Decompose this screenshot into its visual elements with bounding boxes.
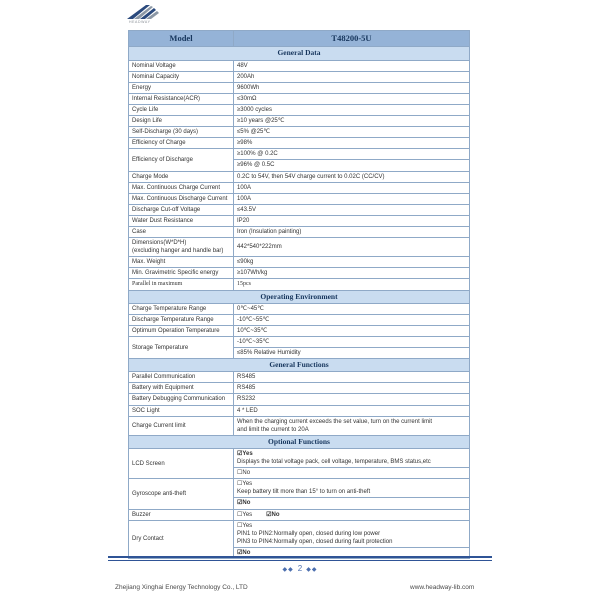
value-text: 100A: [237, 195, 252, 202]
row-label: Parallel Communication: [129, 372, 234, 383]
table-row: [129, 509, 470, 520]
table-row: [129, 182, 470, 193]
row-value: [234, 509, 470, 520]
value-text: RS485: [237, 374, 256, 381]
checkbox-option: ☑No: [237, 500, 251, 507]
page-decoration-right-icon: ◆◆: [306, 567, 318, 573]
value-text: ≤43.5V: [237, 206, 256, 213]
value-text: 200Ah: [237, 73, 255, 80]
model-number-cell: T48200-5U: [234, 31, 470, 47]
value-text: IP20: [237, 217, 250, 224]
table-row: [129, 416, 470, 435]
row-label: LCD Screen: [129, 448, 234, 478]
value-text: Keep battery tilt more than 15° to turn on anti-theft: [237, 489, 371, 496]
row-label: Optimum Operation Temperature: [129, 325, 234, 336]
value-text: ≥96% @ 0.5C: [237, 162, 275, 169]
value-text: 9600Wh: [237, 84, 260, 91]
table-row: [129, 279, 470, 290]
row-value: [234, 60, 470, 71]
row-value: [234, 127, 470, 138]
value-text: RS485: [237, 385, 256, 392]
checkbox-option: ☐Yes: [237, 511, 253, 518]
row-label: Battery Debugging Communication: [129, 394, 234, 405]
row-value: [234, 171, 470, 182]
footer-company: Zhejiang Xinghai Energy Technology Co., LTD: [115, 584, 248, 591]
row-label: Internal Resistance(ACR): [129, 93, 234, 104]
value-text: 442*540*222mm: [237, 244, 282, 251]
checkbox-option: ☐Yes: [237, 481, 253, 488]
row-value: [234, 182, 470, 193]
row-label: Buzzer: [129, 509, 234, 520]
row-value: [234, 405, 470, 416]
value-text: 10℃~35℃: [237, 327, 268, 334]
value-text: PIN3 to PIN4:Normally open, closed during fault protection: [237, 538, 393, 545]
row-label: Discharge Temperature Range: [129, 314, 234, 325]
row-label: Water Dust Resistance: [129, 215, 234, 226]
row-value: [234, 314, 470, 325]
table-row: [129, 193, 470, 204]
row-value: [234, 479, 470, 498]
row-value: [234, 193, 470, 204]
value-text: Iron (Insulation painting): [237, 229, 302, 235]
value-text: Displays the total voltage pack, cell voltage, temperature, BMS status,etc: [237, 459, 431, 466]
value-text: When the charging current exceeds the set value, turn on the current limit: [237, 418, 433, 425]
row-value: [234, 71, 470, 82]
row-label: Nominal Capacity: [129, 71, 234, 82]
row-label: Dimensions(W*D*H) (excluding hanger and handle bar): [129, 238, 234, 257]
row-value: [234, 383, 470, 394]
row-value: [234, 303, 470, 314]
row-value: [234, 325, 470, 336]
value-text: PIN1 to PIN2:Normally open, closed during low power: [237, 530, 381, 537]
row-label: Efficiency of Discharge: [129, 149, 234, 171]
row-label: Max. Continuous Charge Current: [129, 182, 234, 193]
table-row: [129, 303, 470, 314]
row-label: Self-Discharge (30 days): [129, 127, 234, 138]
row-value: [234, 227, 470, 238]
checkbox-option: ☐No: [237, 470, 251, 477]
row-value: [234, 498, 470, 509]
table-row: [129, 448, 470, 467]
value-text: ≤30mΩ: [237, 95, 257, 102]
spec-table: [128, 30, 470, 559]
table-row: [129, 268, 470, 279]
section-title: General Functions: [129, 359, 470, 372]
checkbox-option: ☑Yes: [237, 450, 253, 457]
row-label: Battery with Equipment: [129, 383, 234, 394]
row-value: [234, 268, 470, 279]
row-label: Gyroscope anti-theft: [129, 479, 234, 509]
checkbox-option: ☑No: [266, 511, 280, 518]
table-row: [129, 394, 470, 405]
value-text: 4 * LED: [237, 407, 258, 414]
table-row: [129, 257, 470, 268]
row-value: [234, 238, 470, 257]
table-row: [129, 138, 470, 149]
section-header-row: [129, 47, 470, 60]
section-title: Operating Environment: [129, 290, 470, 303]
table-row: [129, 71, 470, 82]
value-text: ≥98%: [237, 140, 253, 147]
row-value: [234, 416, 470, 435]
row-value: [234, 138, 470, 149]
value-text: ≤5% @25℃: [237, 129, 271, 136]
value-text: 0.2C to 54V, then 54V charge current to 0.02C (CC/CV): [237, 173, 385, 180]
value-text: 48V: [237, 62, 248, 69]
table-row: [129, 127, 470, 138]
row-label: Storage Temperature: [129, 336, 234, 358]
headway-swoosh-icon: [126, 3, 162, 21]
page-number: [0, 564, 600, 573]
model-header-cell: Model: [129, 31, 234, 47]
table-row: [129, 372, 470, 383]
row-label: Discharge Cut-off Voltage: [129, 204, 234, 215]
row-value: [234, 215, 470, 226]
row-value: [234, 257, 470, 268]
logo-wordmark: HEADWAY: [129, 20, 151, 24]
value-text: ≤85% Relative Humidity: [237, 350, 301, 357]
row-value: [234, 394, 470, 405]
row-label: Parallel in maximum: [129, 279, 234, 290]
footer-website: www.headway-lib.com: [410, 584, 475, 591]
row-value: [234, 149, 470, 160]
table-row: [129, 227, 470, 238]
value-text: 0℃~45℃: [237, 305, 264, 312]
value-text: -10℃~35℃: [237, 338, 270, 345]
table-row: [129, 238, 470, 257]
table-row: [129, 405, 470, 416]
value-text: ≥10 years @25℃: [237, 118, 285, 125]
row-label: Charge Mode: [129, 171, 234, 182]
value-text: RS232: [237, 396, 256, 403]
section-header-row: [129, 290, 470, 303]
row-label: Energy: [129, 82, 234, 93]
table-row: [129, 104, 470, 115]
company-logo: [126, 3, 170, 24]
table-row: [129, 479, 470, 498]
value-text: ≥3000 cycles: [237, 106, 272, 113]
row-label: Case: [129, 227, 234, 238]
table-row: [129, 336, 470, 347]
row-label: Nominal Voltage: [129, 60, 234, 71]
value-text: ≤90kg: [237, 259, 254, 266]
table-row: [129, 215, 470, 226]
row-label: Min. Gravimetric Specific energy: [129, 268, 234, 279]
page-decoration-left-icon: ◆◆: [282, 567, 294, 573]
footer-divider: [108, 556, 492, 561]
row-label: Charge Temperature Range: [129, 303, 234, 314]
row-label: Efficiency of Charge: [129, 138, 234, 149]
page-number-value: 2: [297, 564, 303, 573]
row-value: [234, 279, 470, 290]
section-header-row: [129, 359, 470, 372]
row-label: Cycle Life: [129, 104, 234, 115]
row-label: Charge Current limit: [129, 416, 234, 435]
row-label: Dry Contact: [129, 520, 234, 558]
row-value: [234, 104, 470, 115]
table-row: [129, 314, 470, 325]
row-label: Max. Continuous Discharge Current: [129, 193, 234, 204]
row-label: Max. Weight: [129, 257, 234, 268]
table-row: [129, 171, 470, 182]
table-row: [129, 82, 470, 93]
table-header-row: [129, 31, 470, 47]
row-value: [234, 204, 470, 215]
value-text: -10℃~55℃: [237, 316, 270, 323]
value-text: ≥100% @ 0.2C: [237, 151, 278, 158]
table-row: [129, 93, 470, 104]
row-label: Design Life: [129, 116, 234, 127]
table-row: [129, 204, 470, 215]
value-text: and limit the current to 20A: [237, 426, 309, 433]
table-row: [129, 520, 470, 547]
value-text: 15pcs: [237, 281, 251, 288]
row-value: [234, 116, 470, 127]
checkbox-option: ☐Yes: [237, 522, 253, 529]
checkbox-option: ☑No: [237, 549, 251, 556]
section-title: General Data: [129, 47, 470, 60]
row-value: [234, 348, 470, 359]
section-header-row: [129, 435, 470, 448]
row-value: [234, 82, 470, 93]
section-title: Optional Functions: [129, 435, 470, 448]
row-value: [234, 372, 470, 383]
row-value: [234, 448, 470, 467]
table-row: [129, 383, 470, 394]
value-text: ≥107Wh/kg: [237, 270, 268, 277]
row-value: [234, 520, 470, 547]
row-value: [234, 468, 470, 479]
row-label: SOC Light: [129, 405, 234, 416]
value-text: 100A: [237, 184, 252, 191]
row-value: [234, 93, 470, 104]
row-value: [234, 160, 470, 171]
table-row: [129, 116, 470, 127]
table-row: [129, 60, 470, 71]
row-value: [234, 336, 470, 347]
table-row: [129, 149, 470, 160]
table-row: [129, 325, 470, 336]
